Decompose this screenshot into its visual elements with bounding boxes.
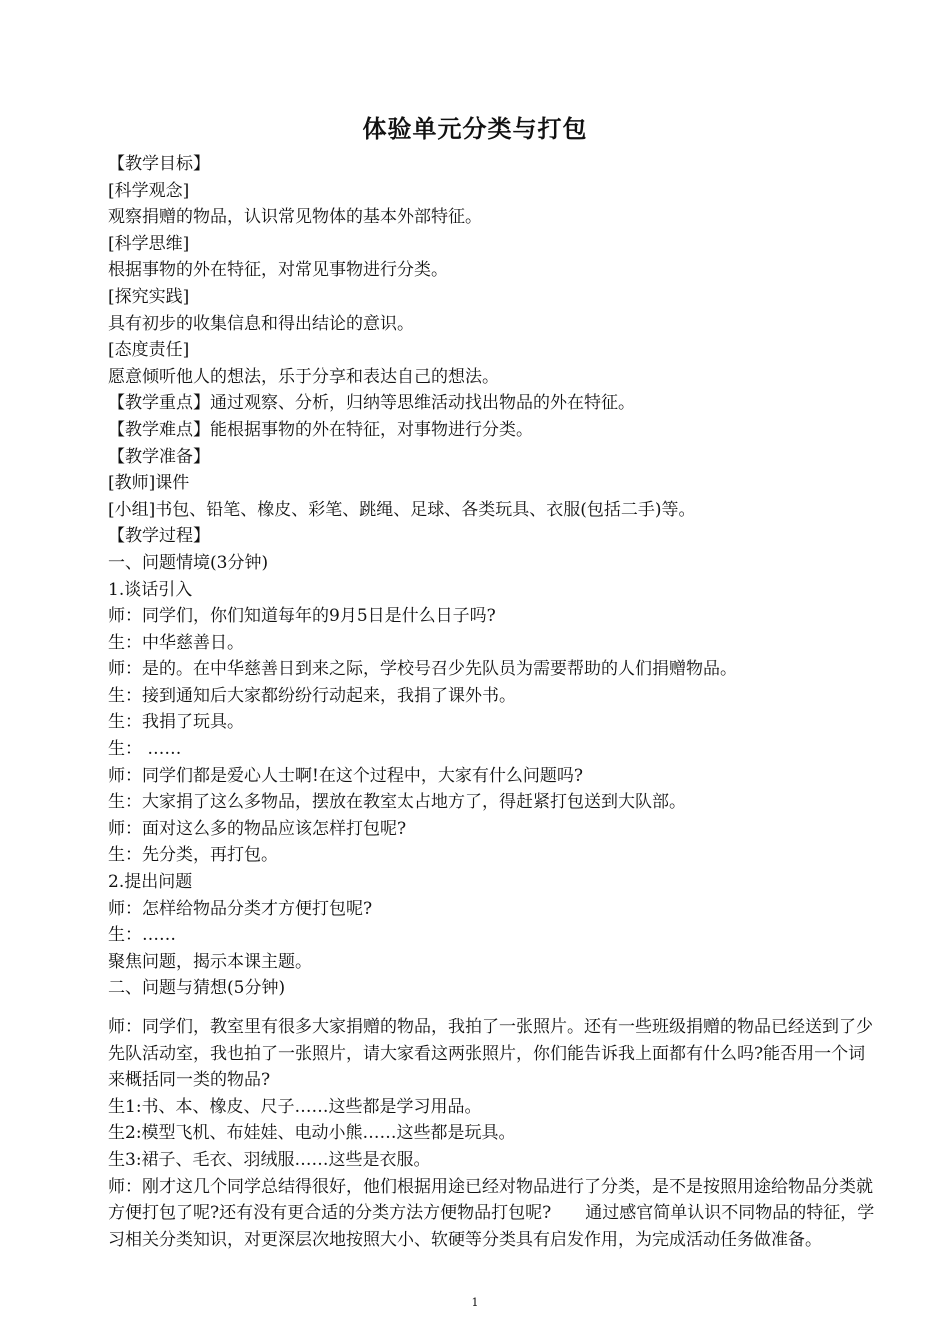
text-line: 1.谈话引入 — [108, 579, 193, 600]
page-number: 1 — [471, 1296, 479, 1309]
text-line: 愿意倾听他人的想法，乐于分享和表达自己的想法。 — [108, 366, 499, 387]
student-answer-2: 生2:模型飞机、布娃娃、电动小熊……这些都是玩具。 — [108, 1123, 516, 1144]
text-line: 师：面对这么多的物品应该怎样打包呢? — [108, 818, 407, 839]
text-line: 生：中华慈善日。 — [108, 632, 244, 653]
text-line: 【教学目标】 — [108, 154, 210, 174]
text-line: 根据事物的外在特征，对常见事物进行分类。 — [108, 260, 448, 281]
text-line: 观察捐赠的物品，认识常见物体的基本外部特征。 — [108, 207, 482, 228]
student-answers — [108, 1094, 878, 1174]
student-answer-3: 生3:裙子、毛衣、羽绒服……这些是衣服。 — [108, 1149, 431, 1170]
text-line: 【教学重点】通过观察、分析，归纳等思维活动找出物品的外在特征。 — [108, 393, 635, 414]
text-line: 生：大家捐了这么多物品，摆放在教室太占地方了，得赶紧打包送到大队部。 — [108, 792, 686, 813]
text-line: 生：先分类，再打包。 — [108, 845, 278, 866]
lesson-outline — [108, 151, 878, 1002]
text-line: 聚焦问题，揭示本课主题。 — [108, 951, 312, 972]
text-line: 一、问题情境(3分钟) — [108, 552, 269, 573]
text-line: 2.提出问题 — [108, 872, 193, 893]
text-line: 师：是的。在中华慈善日到来之际，学校号召少先队员为需要帮助的人们捐赠物品。 — [108, 659, 737, 680]
paragraph-text — [108, 1014, 878, 1094]
paragraph-photos — [108, 1014, 878, 1094]
text-line: 师：同学们，你们知道每年的9月5日是什么日子吗? — [108, 606, 496, 627]
text-line: 师：同学们都是爱心人士啊!在这个过程中，大家有什么问题吗? — [108, 765, 583, 786]
text-line: 生：我捐了玩具。 — [108, 712, 244, 733]
text-line: [态度责任] — [108, 340, 190, 361]
text-line: [小组]书包、铅笔、橡皮、彩笔、跳绳、足球、各类玩具、衣服(包括二手)等。 — [108, 499, 696, 520]
text-line: [探究实践] — [108, 286, 190, 307]
student-answer-1: 生1:书、本、橡皮、尺子……这些都是学习用品。 — [108, 1096, 482, 1117]
text-line: 生：接到通知后大家都纷纷行动起来，我捐了课外书。 — [108, 685, 516, 706]
text-line: 师：怎样给物品分类才方便打包呢? — [108, 898, 373, 919]
paragraph-body: 师：同学们，教室里有很多大家捐赠的物品，我拍了一张照片。还有一些班级捐赠的物品已经送到了少先队活动室，我也拍了一张照片，请大家看这两张照片，你们能告诉我上面都有什么吗?能否用一个词来概括同一类的物品? — [108, 1017, 873, 1091]
text-line: 二、问题与猜想(5分钟) — [108, 978, 286, 999]
text-line: 【教学难点】能根据事物的外在特征，对事物进行分类。 — [108, 419, 533, 440]
document-title: 体验单元分类与打包 — [362, 115, 588, 143]
text-line: 生： …… — [108, 739, 182, 760]
text-line: 【教学过程】 — [108, 526, 210, 547]
text-line: 【教学准备】 — [108, 446, 210, 467]
text-line: 生：…… — [108, 925, 176, 946]
paragraph-text: 师：刚才这几个同学总结得很好，他们根据用途已经对物品进行了分类，是不是按照用途给物品分类就方便打包了呢?还有没有更合适的分类方法方便物品打包呢? 通过感官简单认识不同物品的特征，学习相关分类知识，对更深层次地按照大小、软硬等分类具有启发作用，为完成活动任务做准备。 — [108, 1176, 875, 1250]
text-line: [科学思维] — [108, 233, 190, 254]
text-line: 具有初步的收集信息和得出结论的意识。 — [108, 313, 414, 334]
paragraph-summary — [108, 1174, 878, 1254]
text-line: [教师]课件 — [108, 473, 190, 494]
text-line: [科学观念] — [108, 180, 190, 201]
